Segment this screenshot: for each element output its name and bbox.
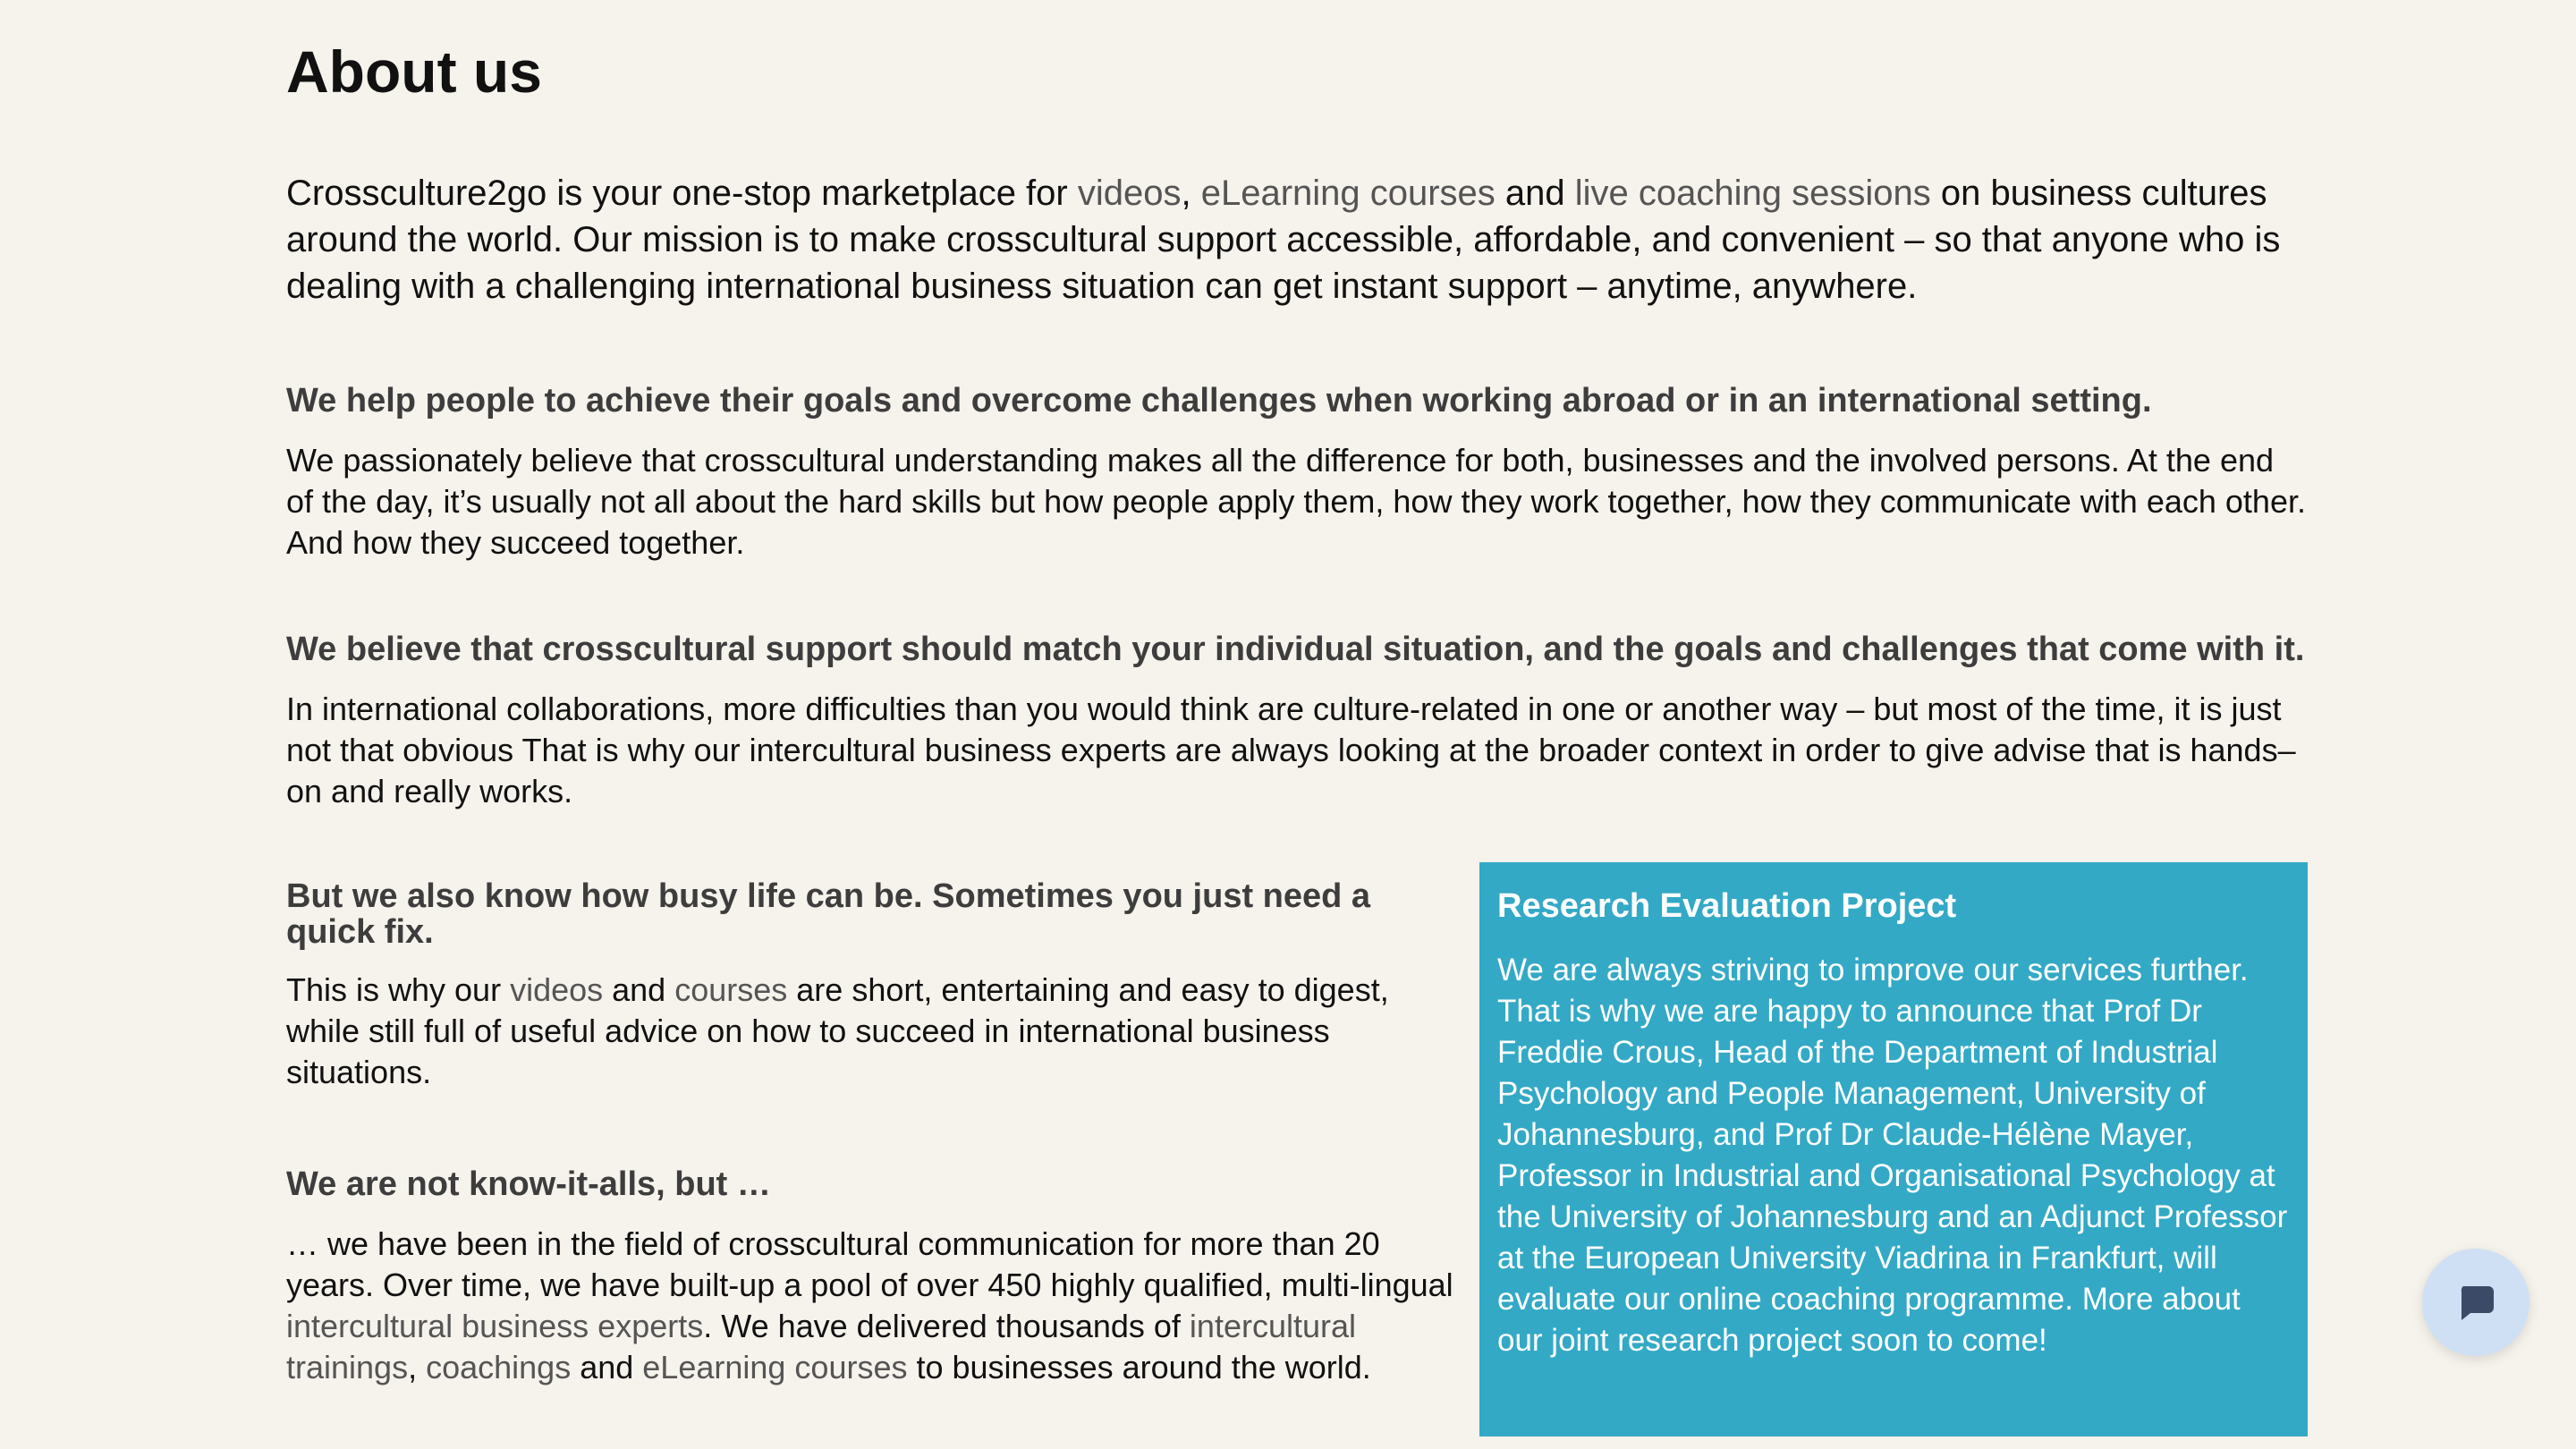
- individual-section: [286, 630, 2308, 812]
- courses-link[interactable]: courses: [674, 971, 788, 1008]
- busy-text: This is why our: [286, 971, 511, 1008]
- experts-heading: We are not know-it-alls, but …: [286, 1165, 771, 1203]
- individual-heading: We believe that crosscultural support should match your individual situation, and the goals and challenges that come with it.: [286, 631, 2305, 668]
- coachings-link[interactable]: coachings: [426, 1349, 572, 1385]
- intro-text: and: [1495, 174, 1575, 213]
- elearning-courses-link[interactable]: eLearning courses: [1200, 174, 1496, 213]
- intro-text: Crossculture2go is your one-stop marketplace for: [286, 174, 1078, 213]
- goals-body: We passionately believe that crosscultural understanding makes all the difference for both, businesses and the involved persons. At the end of the day, it’s usually not all about the hard skills but how people apply them, how they work together, how they communicate with each other. And how they succeed together.: [286, 442, 2306, 561]
- intercultural-trainings-link[interactable]: intercultural trainings: [286, 1308, 1357, 1385]
- experts-text: . We have delivered thousands of: [703, 1308, 1190, 1344]
- intro-text: on business cultures around the world. Our mission is to make crosscultural support accessible, affordable, and convenient – so that anyone who is dealing with a challenging international business situation can get instant support – anytime, anywhere.: [286, 174, 2281, 306]
- live-coaching-sessions-link[interactable]: live coaching sessions: [1574, 174, 1931, 213]
- experts-text: ,: [408, 1349, 427, 1385]
- goals-section: [286, 381, 2308, 564]
- experts-text: to businesses around the world.: [907, 1349, 1371, 1385]
- busy-text: are short, entertaining and easy to digest, while still full of useful advice on how to succeed in international business situations.: [286, 971, 1389, 1090]
- chat-button[interactable]: [2422, 1249, 2529, 1356]
- experts-section: [286, 1165, 1458, 1388]
- intro-paragraph: [286, 170, 2308, 309]
- intro-text: ,: [1181, 174, 1201, 213]
- research-body: We are always striving to improve our services further. That is why we are happy to announce that Prof Dr Freddie Crous, Head of the Department of Industrial Psychology and People Management, University of Johannesburg, and Prof Dr Claude-Hélène Mayer, Professor in Industrial and Organisational Psychology at the University of Johannesburg and an Adjunct Professor at the European University Viadrina in Frankfurt, will evaluate our online coaching programme. More about our joint research project soon to come!: [1497, 953, 2288, 1358]
- videos-link[interactable]: videos: [1077, 174, 1182, 213]
- busy-body: [286, 970, 1458, 1093]
- intercultural-business-experts-link[interactable]: intercultural business experts: [286, 1308, 704, 1344]
- busy-heading: But we also know how busy life can be. Sometimes you just need a quick fix.: [286, 877, 1371, 951]
- videos-link[interactable]: videos: [510, 971, 604, 1008]
- experts-text: and: [571, 1349, 643, 1385]
- experts-text: … we have been in the field of crosscultural communication for more than 20 years. Over time, we have built-up a pool of over 450 highly qualified, multi-lingual: [286, 1225, 1453, 1303]
- busy-text: and: [603, 971, 675, 1008]
- busy-section: [286, 878, 1458, 1093]
- goals-heading: We help people to achieve their goals and overcome challenges when working abroad or in an international setting.: [286, 382, 2152, 419]
- individual-body: In international collaborations, more difficulties than you would think are culture-related in one or another way – but most of the time, it is just not that obvious That is why our intercultural business experts are always looking at the broader context in order to give advise that is hands–on and really works.: [286, 691, 2296, 809]
- page-title: About us: [286, 38, 542, 105]
- research-heading: Research Evaluation Project: [1497, 887, 1957, 925]
- elearning-courses-link[interactable]: eLearning courses: [642, 1349, 908, 1385]
- chat-bubble-icon: [2454, 1281, 2497, 1324]
- experts-body: [286, 1224, 1458, 1388]
- research-evaluation-box: [1479, 862, 2308, 1436]
